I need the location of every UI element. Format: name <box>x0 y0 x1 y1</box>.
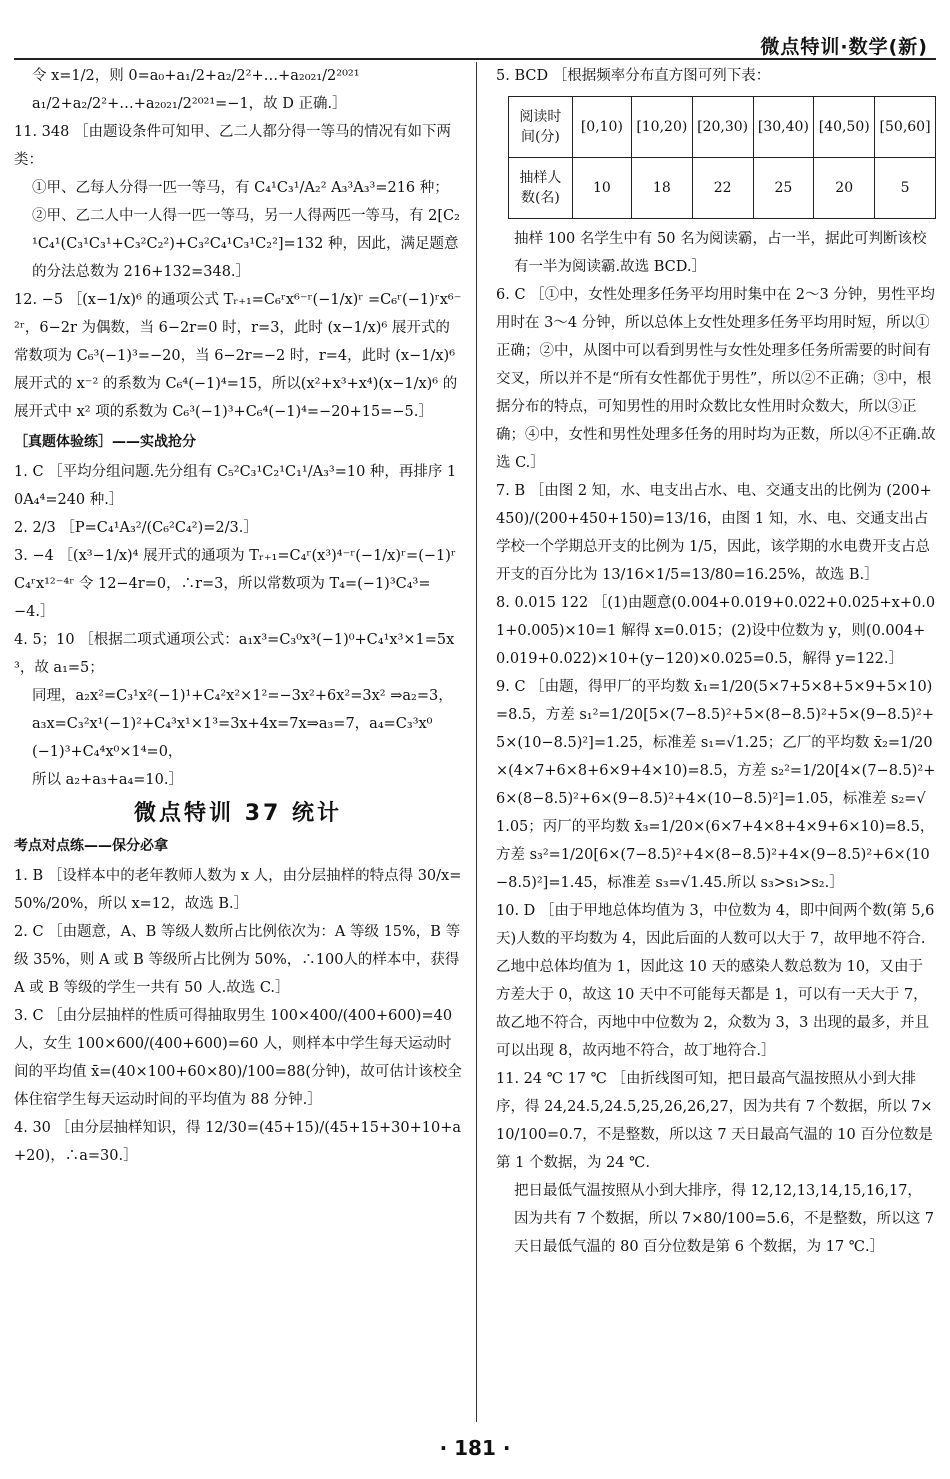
header-title: 微点特训·数学(新) <box>760 36 928 58</box>
table-cell: 5 <box>875 158 936 219</box>
page-header <box>0 0 950 56</box>
answer-paragraph: 8. 0.015 122 ［(1)由题意(0.004+0.019+0.022+0.025+x+0.01+0.005)×10=1 解得 x=0.015；(2)设中位数为 y，则(0.004+0.019+0.022)×10+(y−120)×0.025=0.5，解得 y=122.］ <box>496 595 936 667</box>
answer-paragraph: 11. 24 ℃ 17 ℃ ［由折线图可知，把日最高气温按照从小到大排序，得 24,24.5,24.5,25,26,26,27，因为共有 7 个数据，所以 7×10/100=0.7，不是整数，所以这 7 天日最高气温的 10 百分位数是第 1 个数据，为 24 ℃. <box>496 1071 933 1171</box>
section-title: 微点特训 37 统计 <box>134 801 342 826</box>
answer-paragraph: 10. D ［由于甲地总体均值为 3，中位数为 4，即中间两个数(第 5,6 天)人数的平均数为 4，因此后面的人数可以大于 7，故甲地不符合.乙地中总体均值为 1，因此这 10 天的感染人数总数为 10，又由于方差大于 0，故这 10 天中不可能每天都是 1，可以有一天大于 7，故乙地不符合，丙地中中位数为 2，众数为 3，3 出现的最多，并且可以出现 8，故丙地不符合，故丁地符合.］ <box>496 903 935 1059</box>
page-number: · 181 · <box>439 1436 511 1460</box>
answer-paragraph: 3. −4 ［(x³−1/x)⁴ 展开式的通项为 Tᵣ₊₁=C₄ʳ(x³)⁴⁻ʳ(−1/x)ʳ=(−1)ʳC₄ʳx¹²⁻⁴ʳ 令 12−4r=0，∴r=3，所以常数项为 T₄=(−1)³C₄³=−4.］ <box>14 548 456 620</box>
answer-paragraph: 令 x=1/2，则 0=a₀+a₁/2+a₂/2²+…+a₂₀₂₁/2²⁰²¹ <box>32 68 360 84</box>
answer-5-intro: 5. BCD ［根据频率分布直方图可列下表： <box>496 68 771 84</box>
table-header-time: 阅读时间(分) <box>509 97 573 158</box>
answer-paragraph: 12. −5 ［(x−1/x)⁶ 的通项公式 Tᵣ₊₁=C₆ʳx⁶⁻ʳ(−1/x)ʳ =C₆ʳ(−1)ʳx⁶⁻²ʳ，6−2r 为偶数，当 6−2r=0 时，r=3，此时 (x−1/x)⁶ 展开式的常数项为 C₆³(−1)³=−20，当 6−2r=−2 时，r=4，此时 (x−1/x)⁶ 展开式的 x⁻² 的系数为 C₆⁴(−1)⁴=15，所以(x²+x³+x⁴)(x−1/x)⁶ 的展开式中 x² 项的系数为 C₆³(−1)³+C₆⁴(−1)⁴=−20+15=−5.］ <box>14 292 462 420</box>
answer-paragraph: 11. 348 ［由题设条件可知甲、乙二人都分得一等马的情况有如下两类： <box>14 124 451 168</box>
table-cell: 10 <box>572 158 631 219</box>
right-column-body <box>496 225 936 1261</box>
table-cell: [40,50) <box>814 97 875 158</box>
answer-paragraph: 4. 5；10 ［根据二项式通项公式：a₁x³=C₃⁰x³(−1)⁰+C₄¹x³×1=5x³，故 a₁=5； <box>14 632 455 676</box>
table-cell: [10,20) <box>631 97 692 158</box>
header-rule <box>14 58 936 60</box>
answer-paragraph: 把日最低气温按照从小到大排序，得 12,12,13,14,15,16,17，因为共有 7 个数据，所以 7×80/100=5.6，不是整数，所以这 7 天日最低气温的 80 百分位数是第 6 个数据，为 17 ℃.］ <box>514 1183 934 1255</box>
answer-paragraph: 1. B ［设样本中的老年教师人数为 x 人，由分层抽样的特点得 30/x=50%/20%，所以 x=12，故选 B.］ <box>14 868 462 912</box>
table-cell: [0,10) <box>572 97 631 158</box>
table-cell: [20,30) <box>692 97 753 158</box>
answer-paragraph: 同理，a₂x²=C₃¹x²(−1)¹+C₄²x²×1²=−3x²+6x²=3x² ⇒a₂=3， <box>32 688 453 704</box>
table-cell: [30,40) <box>753 97 814 158</box>
answer-paragraph: 1. C ［平均分组问题.先分组有 C₅²C₃¹C₂¹C₁¹/A₃³=10 种，再排序 10A₄⁴=240 种.］ <box>14 464 457 508</box>
answer-paragraph: 所以 a₂+a₃+a₄=10.］ <box>32 772 183 788</box>
table-cell: 22 <box>692 158 753 219</box>
left-column <box>14 62 462 1170</box>
answer-paragraph: 抽样 100 名学生中有 50 名为阅读霸，占一半，据此可判断该校有一半为阅读霸.故选 BCD.］ <box>514 231 927 275</box>
right-column <box>496 62 936 1261</box>
table-row-count <box>509 158 936 219</box>
answer-paragraph: 3. C ［由分层抽样的性质可得抽取男生 100×400/(400+600)=40 人，女生 100×600/(400+600)=60 人，则样本中学生每天运动时间的平均值 x̄=(40×100+60×80)/100=88(分钟)，故可估计该校全体住宿学生每天运动时间的平均值为 88 分钟.］ <box>14 1008 462 1108</box>
section-label: 考点对点练——保分必拿 <box>14 838 168 854</box>
answer-paragraph: ②甲、乙二人中一人得一匹一等马，另一人得两匹一等马，有 2[C₂¹C₄¹(C₃¹C₃¹+C₃²C₂²)+C₃²C₄¹C₃¹C₂²]=132 种，因此，满足题意的分法总数为 216+132=348.］ <box>32 208 460 280</box>
section-label: ［真题体验练］——实战抢分 <box>14 434 196 450</box>
frequency-table <box>508 96 936 219</box>
column-divider <box>476 62 477 1422</box>
answer-paragraph: 6. C ［①中，女性处理多任务平均用时集中在 2～3 分钟，男性平均用时在 3～4 分钟，所以总体上女性处理多任务平均用时短，所以①正确；②中，从图中可以看到男性与女性处理多任务所需要的时间有交叉，所以并不是“所有女性都优于男性”，所以②不正确；③中，根据分布的特点，可知男性的用时众数比女性用时众数大，所以③正确；④中，女性和男性处理多任务的用时均为正数，所以④不正确.故选 C.］ <box>496 287 936 471</box>
answer-paragraph: 9. C ［由题，得甲厂的平均数 x̄₁=1/20(5×7+5×8+5×9+5×10)=8.5，方差 s₁²=1/20[5×(7−8.5)²+5×(8−8.5)²+5×(9−8.5)²+5×(10−8.5)²]=1.25，标准差 s₁=√1.25；乙厂的平均数 x̄₂=1/20×(4×7+6×8+6×9+4×10)=8.5，方差 s₂²=1/20[4×(7−8.5)²+6×(8−8.5)²+6×(9−8.5)²+4×(10−8.5)²]=1.05，标准差 s₂=√1.05；丙厂的平均数 x̄₃=1/20×(6×7+4×8+4×9+6×10)=8.5，方差 s₃²=1/20[6×(7−8.5)²+4×(8−8.5)²+4×(9−8.5)²+6×(10−8.5)²]=1.45，标准差 s₃=√1.45.所以 s₃>s₁>s₂.］ <box>496 679 936 891</box>
answer-paragraph: 2. C ［由题意，A、B 等级人数所占比例依次为：A 等级 15%，B 等级 35%，则 A 或 B 等级所占比例为 50%，∴100人的样本中，获得 A 或 B 等级的学生一共有 50 人.故选 C.］ <box>14 924 461 996</box>
table-cell: 20 <box>814 158 875 219</box>
answer-paragraph: a₁/2+a₂/2²+…+a₂₀₂₁/2²⁰²¹=−1，故 D 正确.］ <box>32 96 347 112</box>
table-cell: [50,60] <box>875 97 936 158</box>
table-header-count: 抽样人数(名) <box>509 158 573 219</box>
table-row-time <box>509 97 936 158</box>
table-cell: 25 <box>753 158 814 219</box>
answer-paragraph: 7. B ［由图 2 知，水、电支出占水、电、交通支出的比例为 (200+450)/(200+450+150)=13/16，由图 1 知，水、电、交通支出占学校一个学期总开支的比例为 1/5，因此，该学期的水电费开支占总开支的百分比为 13/16×1/5=13/80=16.25%，故选 B.］ <box>496 483 932 583</box>
answer-paragraph: a₃x=C₃²x¹(−1)²+C₄³x¹×1³=3x+4x=7x⇒a₃=7，a₄=C₃³x⁰(−1)³+C₄⁴x⁰×1⁴=0， <box>32 716 433 760</box>
answer-paragraph: 4. 30 ［由分层抽样知识，得 12/30=(45+15)/(45+15+30+10+a+20)，∴a=30.］ <box>14 1120 461 1164</box>
answer-paragraph: 2. 2/3 ［P=C₄¹A₃²/(C₆²C₄²)=2/3.］ <box>14 520 258 536</box>
table-cell: 18 <box>631 158 692 219</box>
answer-paragraph: ①甲、乙每人分得一匹一等马，有 C₄¹C₃¹/A₂² A₃³A₃³=216 种； <box>32 180 449 196</box>
